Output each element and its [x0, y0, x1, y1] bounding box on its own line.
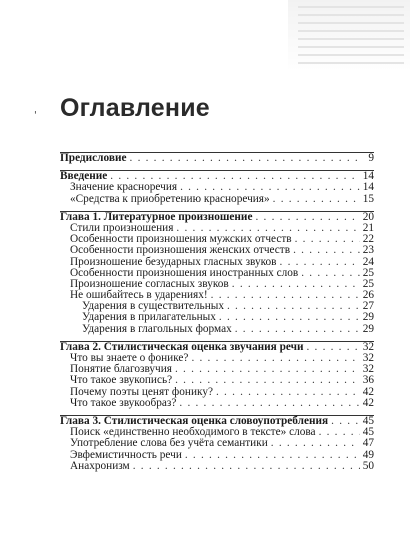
toc-chapter-entry[interactable] — [60, 153, 374, 164]
toc-entry-label: Не ошибайтесь в ударениях! — [70, 289, 208, 302]
toc-entry-label: Ударения в прилагательных — [82, 311, 216, 324]
toc-entry-label: Ударения в глагольных формах — [82, 322, 232, 335]
toc-page-number: 21 — [362, 221, 374, 234]
toc-entry-label: Стили произношения — [70, 221, 174, 234]
toc-page-number: 49 — [362, 448, 374, 461]
toc-entry-label: Произношение безударных гласных звуков — [70, 255, 277, 268]
toc-entry-label: Ударения в существительных — [82, 300, 224, 313]
toc-page-number: 50 — [362, 459, 374, 472]
toc-page-number: 42 — [362, 385, 374, 398]
toc-entry-label: Глава 2. Стилистическая оценка звучания речи — [60, 340, 304, 353]
toc-section — [60, 341, 374, 415]
toc-entry[interactable] — [60, 245, 374, 256]
page-title: Оглавление — [60, 94, 210, 122]
dot-leader — [130, 153, 360, 164]
toc-page-number: 32 — [362, 363, 374, 376]
dot-leader — [133, 461, 360, 472]
toc-page-number: 36 — [362, 374, 374, 387]
toc-entry[interactable] — [60, 375, 374, 386]
toc-page-number: 14 — [362, 181, 374, 194]
dot-leader — [271, 438, 360, 449]
toc-entry-label: Произношение согласных звуков — [70, 277, 229, 290]
toc-entry-label: Глава 1. Литературное произношение — [60, 210, 253, 223]
toc-page-number: 45 — [362, 414, 374, 427]
dot-leader — [211, 290, 360, 301]
dot-leader — [255, 212, 360, 223]
toc-entry[interactable] — [60, 324, 374, 335]
toc-entry-label: Предисловие — [60, 152, 127, 164]
toc-page-number: 26 — [362, 289, 374, 302]
toc-page-number: 24 — [362, 255, 374, 268]
toc-page-number: 23 — [362, 244, 374, 257]
toc-entry-label: Анахронизм — [70, 459, 130, 472]
toc-section — [60, 415, 374, 478]
toc-page-number: 32 — [362, 352, 374, 364]
dot-leader — [319, 427, 360, 438]
toc-entry-label: Понятие благозвучия — [70, 363, 172, 376]
toc-entry-label: Поиск «единственно необходимого в тексте» слова — [70, 426, 316, 439]
toc-entry[interactable] — [60, 450, 374, 461]
dot-leader — [227, 301, 360, 312]
dot-leader — [306, 342, 360, 353]
toc-entry[interactable] — [60, 461, 374, 472]
toc-entry-label: «Средства к приобретению красноречия» — [70, 192, 270, 205]
dot-leader — [295, 234, 360, 245]
toc-entry-label: Особенности произношения женских отчеств — [70, 244, 291, 257]
dot-leader — [216, 387, 360, 398]
dot-leader — [232, 279, 360, 290]
toc-entry-label: Введение — [60, 170, 108, 183]
toc-page-number: 14 — [362, 170, 374, 183]
dot-leader — [191, 353, 360, 364]
toc-page-number: 47 — [362, 437, 374, 450]
table-of-contents — [60, 152, 374, 478]
toc-page-number: 27 — [362, 300, 374, 313]
toc-entry-label: Употребление слова без учёта семантики — [70, 437, 268, 450]
toc-entry-label: Что такое звукопись? — [70, 374, 173, 387]
dot-leader — [175, 364, 360, 375]
toc-entry-label: Значение красноречия — [70, 181, 178, 194]
toc-entry-label: Что вы знаете о фонике? — [70, 352, 189, 364]
toc-page-number: 20 — [362, 210, 374, 223]
toc-section — [60, 211, 374, 341]
toc-entry[interactable] — [60, 312, 374, 323]
toc-entry-label: Глава 3. Стилистическая оценка словоупотребления — [60, 414, 329, 427]
dot-leader — [235, 324, 360, 335]
toc-page-number: 15 — [362, 192, 374, 205]
toc-page-number: 45 — [362, 426, 374, 439]
dot-leader — [219, 312, 360, 323]
toc-entry-label: Что такое звукообраз? — [70, 396, 177, 409]
page-mark: ' — [34, 110, 37, 121]
toc-section — [60, 152, 374, 170]
toc-page-number: 29 — [362, 311, 374, 324]
dot-leader — [179, 398, 360, 409]
toc-entry-label: Особенности произношения мужских отчеств — [70, 233, 292, 246]
dot-leader — [273, 194, 360, 205]
dot-leader — [331, 416, 360, 427]
toc-page-number: 42 — [362, 396, 374, 409]
dot-leader — [175, 375, 360, 386]
toc-entry[interactable] — [60, 182, 374, 193]
dot-leader — [293, 245, 360, 256]
toc-page-number: 32 — [362, 340, 374, 353]
toc-entry-label: Почему поэты ценят фонику? — [70, 385, 213, 398]
dot-leader — [301, 268, 360, 279]
toc-entry[interactable] — [60, 194, 374, 205]
toc-entry[interactable] — [60, 398, 374, 409]
toc-entry[interactable] — [60, 257, 374, 268]
dot-leader — [185, 450, 360, 461]
toc-entry-label: Эвфемистичность речи — [70, 448, 182, 461]
toc-entry-label: Особенности произношения иностранных слов — [70, 266, 299, 279]
dot-leader — [180, 182, 360, 193]
toc-section — [60, 170, 374, 211]
toc-page-number: 25 — [362, 277, 374, 290]
toc-entry[interactable] — [60, 438, 374, 449]
toc-page-number: 29 — [362, 322, 374, 335]
facing-page-bleed — [288, 0, 410, 70]
toc-page-number: 9 — [368, 152, 374, 164]
toc-page-number: 22 — [362, 233, 374, 246]
toc-page-number: 25 — [362, 266, 374, 279]
